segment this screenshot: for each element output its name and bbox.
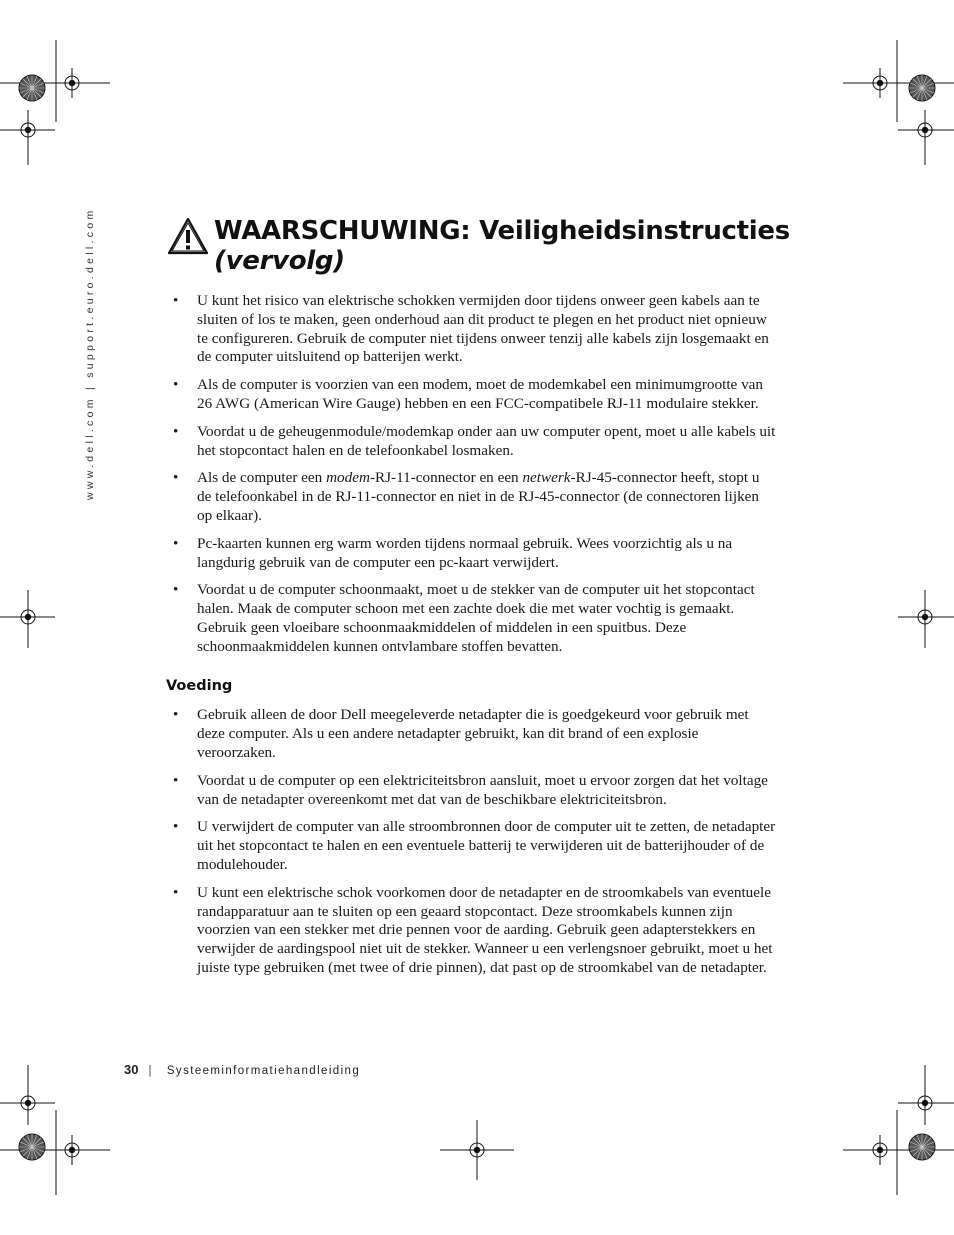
bullet-icon: • (173, 706, 179, 724)
list-item-text: U kunt een elektrische schok voorkomen door de netadapter en de stroomkabels van eventuele randapparatuur aan te sluiten op een geaard stopcontact. Deze stroomkabels kunnen zijn voorzien van een stekker met drie pennen voor de aarding. Gebruik geen adapterstekkers en verwijder de aardingspool niet uit de stekker. Wanneer u een verlengsnoer gebruikt, moet u het juiste type gebruiken (met twee of drie pinnen), dat past op de stroomkabel van de netadapter. (197, 883, 773, 976)
page-title-block (166, 216, 806, 276)
list-item-text: -RJ-11-connector en een (369, 469, 523, 487)
page-title-line1: WAARSCHUWING: Veiligheidsinstructies (214, 216, 790, 246)
list-item-text: Voordat u de computer op een elektriciteitsbron aansluit, moet u ervoor zorgen dat het voltage van de netadapter overeenkomt met dat van de beschikbare elektriciteitsbron. (197, 771, 768, 808)
list-item (166, 772, 776, 810)
list-item-text: Pc-kaarten kunnen erg warm worden tijdens normaal gebruik. Wees voorzichtig als u na langdurig gebruik van de computer een pc-kaart verwijdert. (197, 534, 733, 571)
list-item-text: Voordat u de geheugenmodule/modemkap onder aan uw computer opent, moet u alle kabels uit het stopcontact halen en de telefoonkabel losmaken. (197, 422, 776, 459)
power-list (166, 706, 776, 977)
list-item-text: Voordat u de computer schoonmaakt, moet u de stekker van de computer uit het stopcontact halen. Maak de computer schoon met een zachte doek die met water vochtig is gemaakt. Gebruik geen vloeibare schoonmaakmiddelen of middelen in een spuitbus. Deze schoonmaakmiddelen kunnen ontvlambare stoffen bevatten. (197, 581, 755, 655)
bullet-icon: • (173, 883, 179, 901)
page-footer (124, 1062, 360, 1077)
list-item-text: Gebruik alleen de door Dell meegeleverde netadapter die is goedgekeurd voor gebruik met deze computer. Als u een andere netadapter gebruikt, kan dit brand of een explosie veroorzaken. (197, 706, 749, 761)
list-item-text: U verwijdert de computer van alle stroombronnen door de computer uit te zetten, de netadapter uit het stopcontact te halen en een eventuele batterij te verwijderen uit de batterijhouder of de modulehouder. (197, 818, 776, 873)
footer-separator: | (148, 1065, 153, 1077)
safety-list (166, 292, 776, 657)
bullet-icon: • (173, 534, 179, 552)
bullet-icon: • (173, 469, 179, 487)
list-item (166, 535, 776, 573)
page-title-line2: (vervolg) (214, 246, 345, 276)
list-item (166, 423, 776, 461)
side-url: www.dell.com | support.euro.dell.com (84, 207, 96, 500)
emphasis-netwerk: netwerk (522, 469, 571, 487)
bullet-icon: • (173, 771, 179, 789)
page-content (166, 292, 776, 987)
emphasis-modem: modem (326, 469, 370, 487)
list-item-text: Als de computer is voorzien van een modem, moet de modemkabel een minimumgrootte van 26 AWG (American Wire Gauge) hebben en een FCC-compatibele RJ-11 modulaire stekker. (197, 376, 764, 412)
list-item (166, 884, 776, 978)
list-item-text: Als de computer een (197, 469, 327, 487)
list-item (166, 292, 776, 367)
list-item-text: -RJ-45-connector heeft, stopt u de telefoonkabel in de RJ-11-connector en niet in de RJ-45-connector (de connectoren lijken op elkaar). (197, 469, 760, 524)
bullet-icon: • (173, 292, 179, 309)
bullet-icon: • (173, 818, 179, 836)
list-item (166, 706, 776, 762)
list-item (166, 818, 776, 874)
bullet-icon: • (173, 422, 179, 440)
warning-triangle-icon (166, 216, 210, 256)
section-heading: Voeding (166, 677, 233, 694)
list-item-text: U kunt het risico van elektrische schokken vermijden door tijdens onweer geen kabels aan te sluiten of los te maken, geen onderhoud aan dit product te plegen en het product niet opnieuw te configureren. Gebruik de computer niet tijdens onweer tenzij alle kabels zijn losgemaakt en de computer uitsluitend op batterijen werkt. (197, 292, 769, 366)
bullet-icon: • (173, 376, 179, 394)
list-item (166, 469, 776, 525)
bullet-icon: • (173, 581, 179, 599)
list-item (166, 581, 776, 656)
list-item (166, 376, 776, 414)
page-title (166, 216, 806, 276)
page-number: 30 (124, 1062, 139, 1077)
book-title: Systeeminformatiehandleiding (166, 1065, 361, 1077)
